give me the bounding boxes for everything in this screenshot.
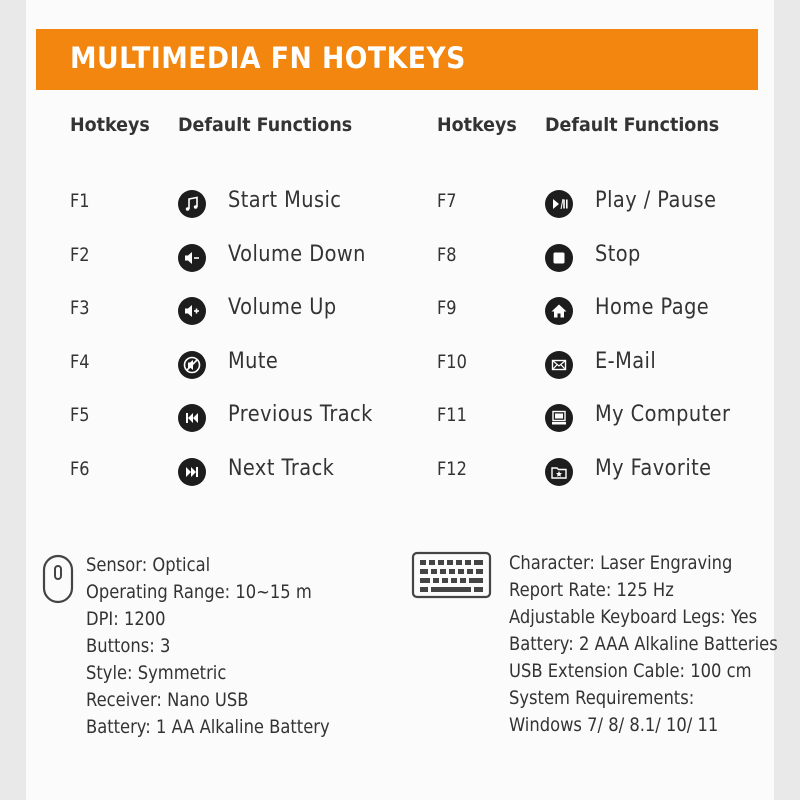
home-icon (545, 297, 573, 325)
spec-line: USB Extension Cable: 100 cm (509, 660, 752, 682)
hotkey-key: F6 (70, 457, 90, 480)
hotkey-function-label: E-Mail (595, 348, 657, 374)
hotkey-row (437, 345, 767, 399)
play-pause-icon (545, 190, 573, 218)
hotkeys-header: Hotkeys (437, 114, 517, 136)
column-header (437, 110, 767, 144)
spec-line: Character: Laser Engraving (509, 552, 733, 574)
hotkey-row (70, 291, 400, 345)
spec-line: System Requirements: (509, 687, 695, 709)
computer-icon (545, 404, 573, 432)
hotkey-key: F9 (437, 297, 457, 320)
hotkey-row (437, 184, 767, 238)
hotkey-key: F12 (437, 457, 467, 480)
hotkey-row (70, 238, 400, 292)
functions-header: Default Functions (545, 114, 720, 136)
spec-line: DPI: 1200 (86, 608, 166, 630)
hotkey-key: F11 (437, 404, 467, 427)
spec-line: Buttons: 3 (86, 635, 171, 657)
hotkey-key: F7 (437, 190, 457, 212)
volume-up-icon (178, 297, 206, 325)
functions-header: Default Functions (178, 114, 353, 136)
spec-line: Windows 7/ 8/ 8.1/ 10/ 11 (509, 714, 719, 736)
hotkey-list (70, 164, 400, 506)
hotkey-function-label: My Favorite (595, 455, 712, 481)
hotkey-key: F4 (70, 350, 90, 373)
previous-track-icon (178, 404, 206, 432)
hotkey-function-label: Volume Up (228, 295, 337, 321)
hotkey-key: F10 (437, 350, 467, 373)
mouse-icon (42, 554, 74, 604)
spec-line: Battery: 1 AA Alkaline Battery (86, 716, 330, 738)
hotkey-function-label: Volume Down (228, 241, 366, 267)
stop-icon (545, 244, 573, 272)
column-header (70, 110, 400, 144)
keyboard-spec-list (509, 550, 800, 739)
hotkey-function-label: Stop (595, 241, 641, 267)
favorite-folder-icon (545, 458, 573, 486)
hotkey-key: F8 (437, 243, 457, 266)
hotkey-key: F2 (70, 243, 90, 266)
keyboard-icon (411, 551, 492, 599)
hotkey-function-label: Start Music (228, 188, 342, 213)
hotkey-column-right (437, 110, 767, 481)
hotkey-key: F5 (70, 404, 90, 427)
hotkey-row (437, 452, 767, 506)
music-note-icon (178, 190, 206, 218)
hotkey-function-label: Mute (228, 348, 279, 374)
hotkey-row (437, 398, 767, 452)
spec-line: Operating Range: 10~15 m (86, 581, 312, 603)
hotkey-function-label: My Computer (595, 402, 731, 428)
hotkey-list (437, 164, 767, 506)
hotkey-key: F1 (70, 190, 90, 212)
hotkey-column-left (70, 110, 400, 481)
volume-down-icon (178, 244, 206, 272)
hotkey-function-label: Previous Track (228, 402, 373, 428)
header-banner (36, 29, 758, 90)
hotkey-function-label: Play / Pause (595, 188, 717, 213)
mouse-spec-list (86, 552, 369, 741)
hotkey-row (437, 291, 767, 345)
hotkey-row (70, 184, 400, 238)
next-track-icon (178, 458, 206, 486)
spec-line: Receiver: Nano USB (86, 689, 249, 711)
hotkeys-header: Hotkeys (70, 114, 150, 136)
hotkey-row (70, 398, 400, 452)
spec-line: Report Rate: 125 Hz (509, 579, 674, 601)
spec-line: Sensor: Optical (86, 554, 211, 576)
spec-line: Adjustable Keyboard Legs: Yes (509, 606, 758, 628)
hotkey-row (70, 345, 400, 399)
spec-line: Style: Symmetric (86, 662, 227, 684)
hotkey-key: F3 (70, 297, 90, 320)
mute-icon (178, 351, 206, 379)
email-icon (545, 351, 573, 379)
hotkey-function-label: Next Track (228, 455, 335, 481)
banner-title: MULTIMEDIA FN HOTKEYS (70, 41, 466, 75)
spec-line: Battery: 2 AAA Alkaline Batteries (509, 633, 778, 655)
hotkey-row (70, 452, 400, 506)
hotkey-function-label: Home Page (595, 295, 710, 321)
hotkey-row (437, 238, 767, 292)
